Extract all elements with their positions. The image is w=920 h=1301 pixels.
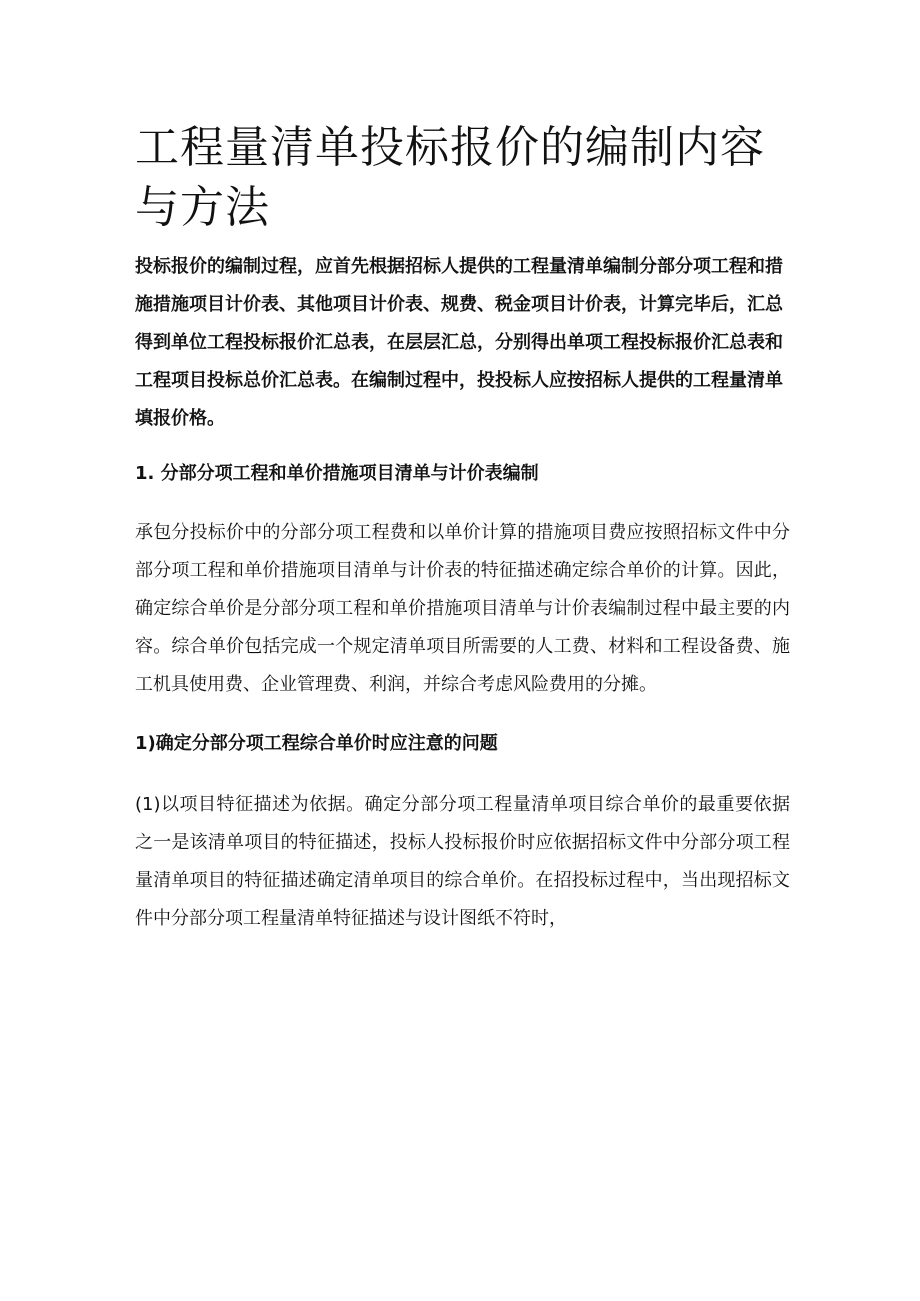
subsection-heading: 1)确定分部分项工程综合单价时应注意的问题: [135, 733, 498, 754]
section-heading: 1. 分部分项工程和单价措施项目清单与计价表编制: [135, 463, 539, 484]
subsection-body-paragraph: (1)以项目特征描述为依据。确定分部分项工程量清单项目综合单价的最重要依据之一是该清单项目的特征描述，投标人投标报价时应依据招标文件中分部分项工程量清单项目的特征描述确定清单项目的综合单价。在招投标过程中，当出现招标文件中分部分项工程量清单特征描述与设计图纸不符时，: [135, 794, 790, 929]
section-body-paragraph: 承包分投标价中的分部分项工程费和以单价计算的措施项目费应按照招标文件中分部分项工程和单价措施项目清单与计价表的特征描述确定综合单价的计算。因此，确定综合单价是分部分项工程和单价措施项目清单与计价表编制过程中最主要的内容。综合单价包括完成一个规定清单项目所需要的人工费、材料和工程设备费、施工机具使用费、企业管理费、利润，并综合考虑风险费用的分摊。: [135, 522, 790, 695]
document-title: 工程量清单投标报价的编制内容与方法: [135, 122, 765, 233]
document-page: [135, 118, 790, 938]
intro-paragraph: 投标报价的编制过程，应首先根据招标人提供的工程量清单编制分部分项工程和措施措施项目计价表、其他项目计价表、规费、税金项目计价表，计算完毕后，汇总得到单位工程投标报价汇总表，在层层汇总，分别得出单项工程投标报价汇总表和工程项目投标总价汇总表。在编制过程中，投投标人应按招标人提供的工程量清单填报价格。: [135, 256, 783, 429]
